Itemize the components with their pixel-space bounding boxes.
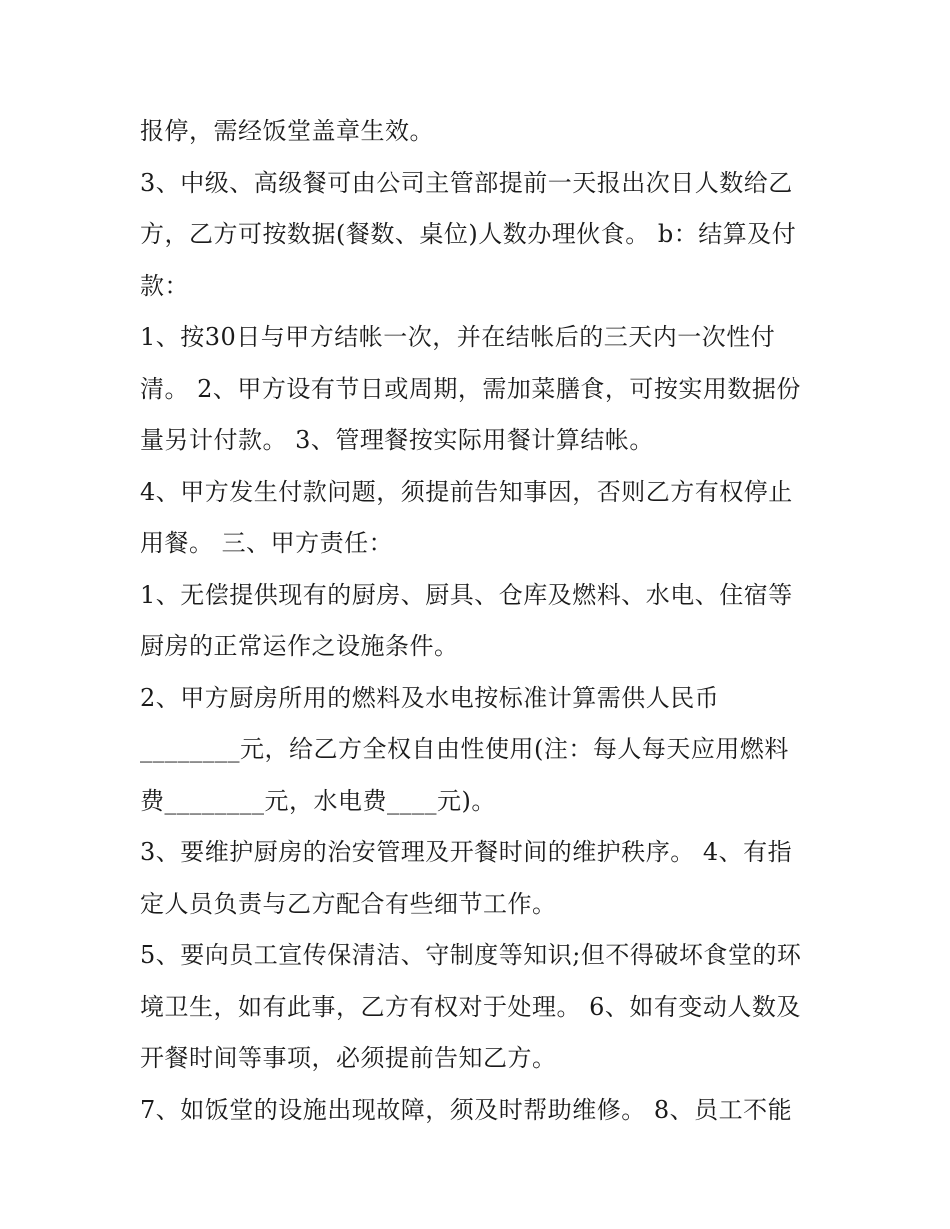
text-line: 报停，需经饭堂盖章生效。 (140, 117, 434, 145)
text-line: 3、要维护厨房的治安管理及开餐时间的维护秩序。 4、有指 (140, 838, 793, 866)
text-line: 量另计付款。 3、管理餐按实际用餐计算结帐。 (140, 426, 654, 454)
text-line: 2、甲方厨房所用的燃料及水电按标准计算需供人民币 (140, 683, 720, 712)
text-line: 7、如饭堂的设施出现故障，须及时帮助维修。 8、员工不能 (140, 1095, 793, 1124)
text-line: 开餐时间等事项，必须提前告知乙方。 (140, 1044, 557, 1072)
text-line: 厨房的正常运作之设施条件。 (140, 632, 459, 660)
text-line: 1、无偿提供现有的厨房、厨具、仓库及燃料、水电、住宿等 (140, 580, 793, 609)
text-line: 4、甲方发生付款问题，须提前告知事因，否则乙方有权停止 (140, 477, 793, 506)
text-line: 3、中级、高级餐可由公司主管部提前一天报出次日人数给乙 (140, 168, 793, 197)
contract-body-text (140, 106, 820, 1136)
text-line: 5、要向员工宣传保清洁、守制度等知识;但不得破坏食堂的环 (140, 941, 802, 969)
text-line: 定人员负责与乙方配合有些细节工作。 (140, 889, 557, 918)
text-line: 清。 2、甲方设有节日或周期，需加菜膳食，可按实用数据份 (140, 374, 801, 403)
text-line: 费________元，水电费____元)。 (140, 786, 496, 815)
text-line: 用餐。 三、甲方责任： (140, 529, 394, 557)
text-line: 方，乙方可按数据(餐数、桌位)人数办理伙食。 b：结算及付 (140, 220, 797, 248)
text-line: 1、按30日与甲方结帐一次，并在结帐后的三天内一次性付 (140, 323, 776, 351)
text-line: ________元，给乙方全权自由性使用(注：每人每天应用燃料 (140, 735, 789, 763)
text-line: 款： (140, 271, 189, 300)
text-line: 境卫生，如有此事，乙方有权对于处理。 6、如有变动人数及 (140, 992, 801, 1021)
